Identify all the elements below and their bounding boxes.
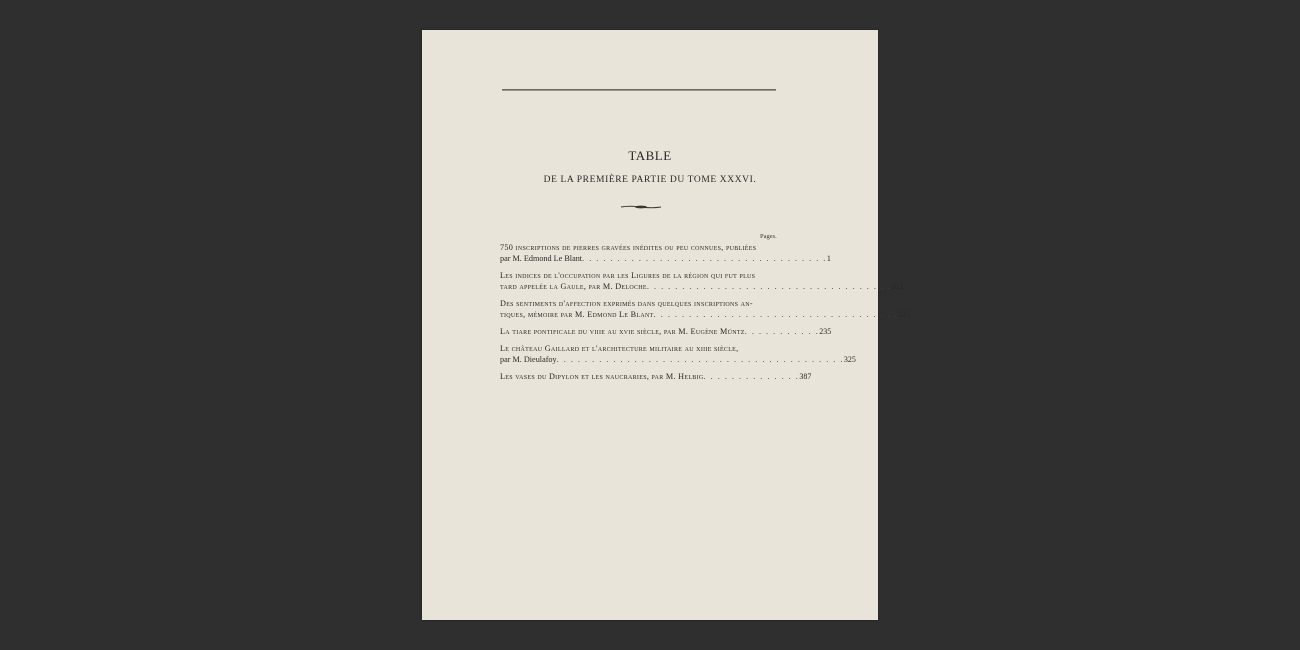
toc-entry: Le château Gaillard et l'architecture militaire au xiiie siècle, par M. Dieulafoy . . . . . . . . . . . . . . . . . . . . . . . . . . . . . . . . . . . . . . . . . 325 <box>500 344 856 364</box>
toc-entry-text: 750 inscriptions de pierres gravées inédites ou peu connues, publiées <box>500 243 757 252</box>
toc-entry-text: La tiare pontificale du viiie au xvie siècle, par M. Eugène Müntz <box>500 327 745 336</box>
top-rule <box>502 89 776 91</box>
toc-page-number: 235 <box>819 327 832 336</box>
toc-page-number: 211 <box>891 282 904 291</box>
toc-page-number: 225 <box>898 310 911 319</box>
page-subtitle: DE LA PREMIÈRE PARTIE DU TOME XXXVI. <box>543 175 757 185</box>
toc-entry-text: tiques, mémoire par M. Edmond Le Blant <box>500 310 654 319</box>
page-title: TABLE <box>628 148 672 163</box>
toc-entry-text: tard appelée la Gaule, par M. Deloche <box>500 282 647 291</box>
toc-entry: Les indices de l'occupation par les Ligures de la région qui fut plus tard appelée la Gaule, par M. Deloche . . . . . . . . . . . . . . . . . . . . . . . . . . . . . . . . . . . 211 <box>500 271 904 291</box>
toc-entry: La tiare pontificale du viiie au xvie siècle, par M. Eugène Müntz . . . . . . . . . . . 235 <box>500 327 832 336</box>
toc-entry-text: Les indices de l'occupation par les Ligures de la région qui fut plus <box>500 271 756 280</box>
toc-entry: 750 inscriptions de pierres gravées inédites ou peu connues, publiées par M. Edmond Le Blant . . . . . . . . . . . . . . . . . . . . . . . . . . . . . . . . . . . 1 <box>500 243 831 263</box>
toc-entry-text: Des sentiments d'affection exprimés dans quelques inscriptions an- <box>500 299 753 308</box>
ornament-divider-icon <box>620 204 662 210</box>
document-page <box>422 30 911 620</box>
toc-entry: Des sentiments d'affection exprimés dans quelques inscriptions an- tiques, mémoire par M. Edmond Le Blant . . . . . . . . . . . . . . . . . . . . . . . . . . . . . . . . . . . 225 <box>500 299 911 319</box>
toc-entry-text: par M. Edmond Le Blant <box>500 254 583 263</box>
toc-entry-text: Le château Gaillard et l'architecture militaire au xiiie siècle, <box>500 344 739 353</box>
toc-entry-text: par M. Dieulafoy <box>500 355 557 364</box>
toc-page-number: 387 <box>799 372 812 381</box>
pages-column-label: Pages. <box>760 233 777 240</box>
toc-entry: Les vases du Dipylon et les naucraries, par M. Helbig . . . . . . . . . . . . . . 387 <box>500 372 812 381</box>
toc-entry-text: Les vases du Dipylon et les naucraries, par M. Helbig <box>500 372 704 381</box>
toc-page-number: 1 <box>826 254 831 263</box>
table-of-contents <box>500 242 911 388</box>
toc-page-number: 325 <box>843 355 856 364</box>
